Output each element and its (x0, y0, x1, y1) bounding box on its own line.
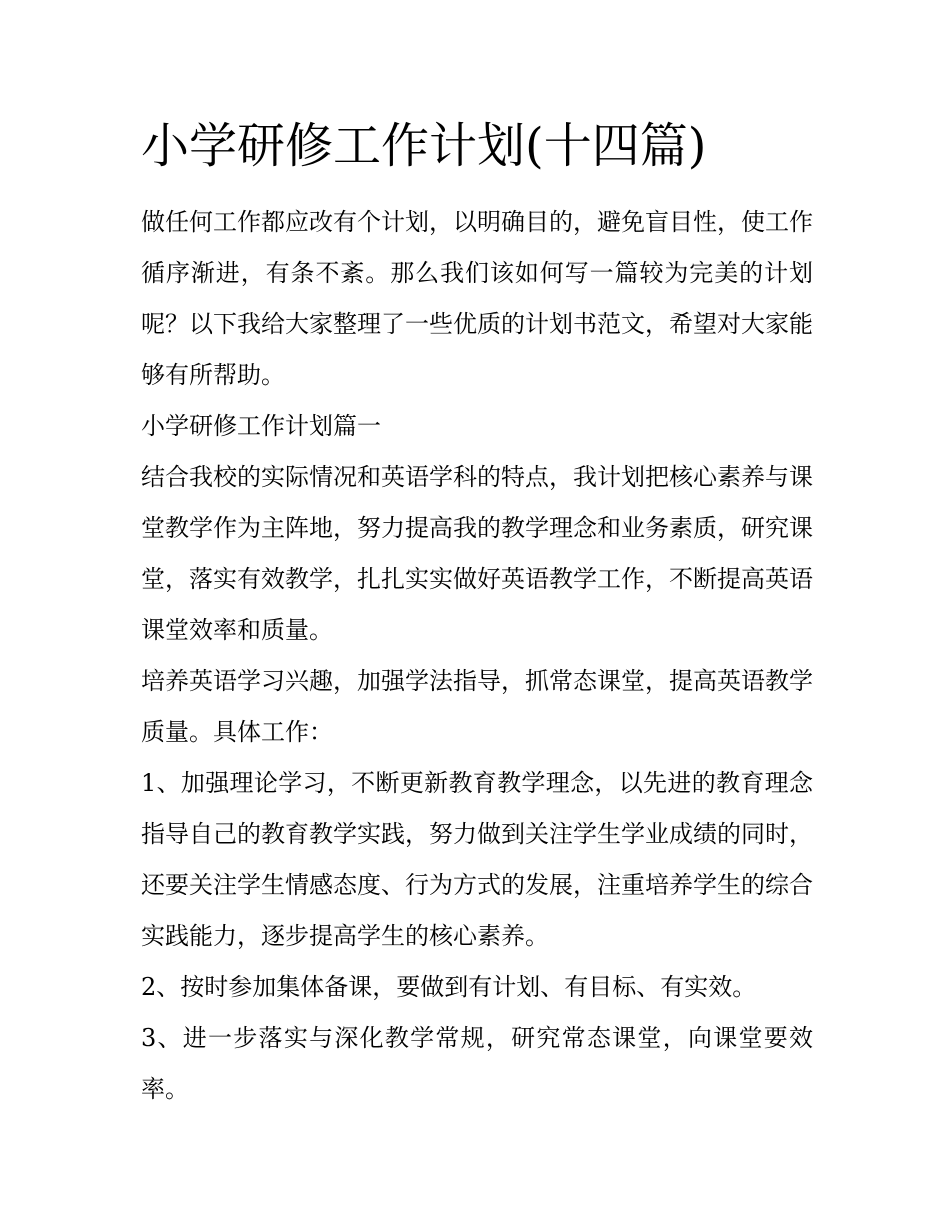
body-paragraph: 结合我校的实际情况和英语学科的特点，我计划把核心素养与课堂教学作为主阵地，努力提高我的教学理念和业务素质，研究课堂，落实有效教学，扎扎实实做好英语教学工作，不断提高英语课堂效率和质量。 (141, 463, 813, 644)
section-heading: 小学研修工作计划篇一 (141, 412, 381, 440)
list-item: 2、按时参加集体备课，要做到有计划、有目标、有实效。 (141, 973, 757, 1001)
document-title: 小学研修工作计划(十四篇) (141, 118, 707, 174)
intro-paragraph: 做任何工作都应改有个计划，以明确目的，避免盲目性，使工作循序渐进，有条不紊。那么我们该如何写一篇较为完美的计划呢？以下我给大家整理了一些优质的计划书范文，希望对大家能够有所帮助。 (141, 208, 813, 389)
document-body (141, 197, 813, 1115)
list-item: 3、进一步落实与深化教学常规，研究常态课堂，向课堂要效率。 (141, 1024, 813, 1103)
body-paragraph: 培养英语学习兴趣，加强学法指导，抓常态课堂，提高英语教学质量。具体工作： (141, 667, 813, 746)
list-item: 1、加强理论学习，不断更新教育教学理念，以先进的教育理念指导自己的教育教学实践，努力做到关注学生学业成绩的同时，还要关注学生情感态度、行为方式的发展，注重培养学生的综合实践能力，逐步提高学生的核心素养。 (141, 769, 813, 950)
